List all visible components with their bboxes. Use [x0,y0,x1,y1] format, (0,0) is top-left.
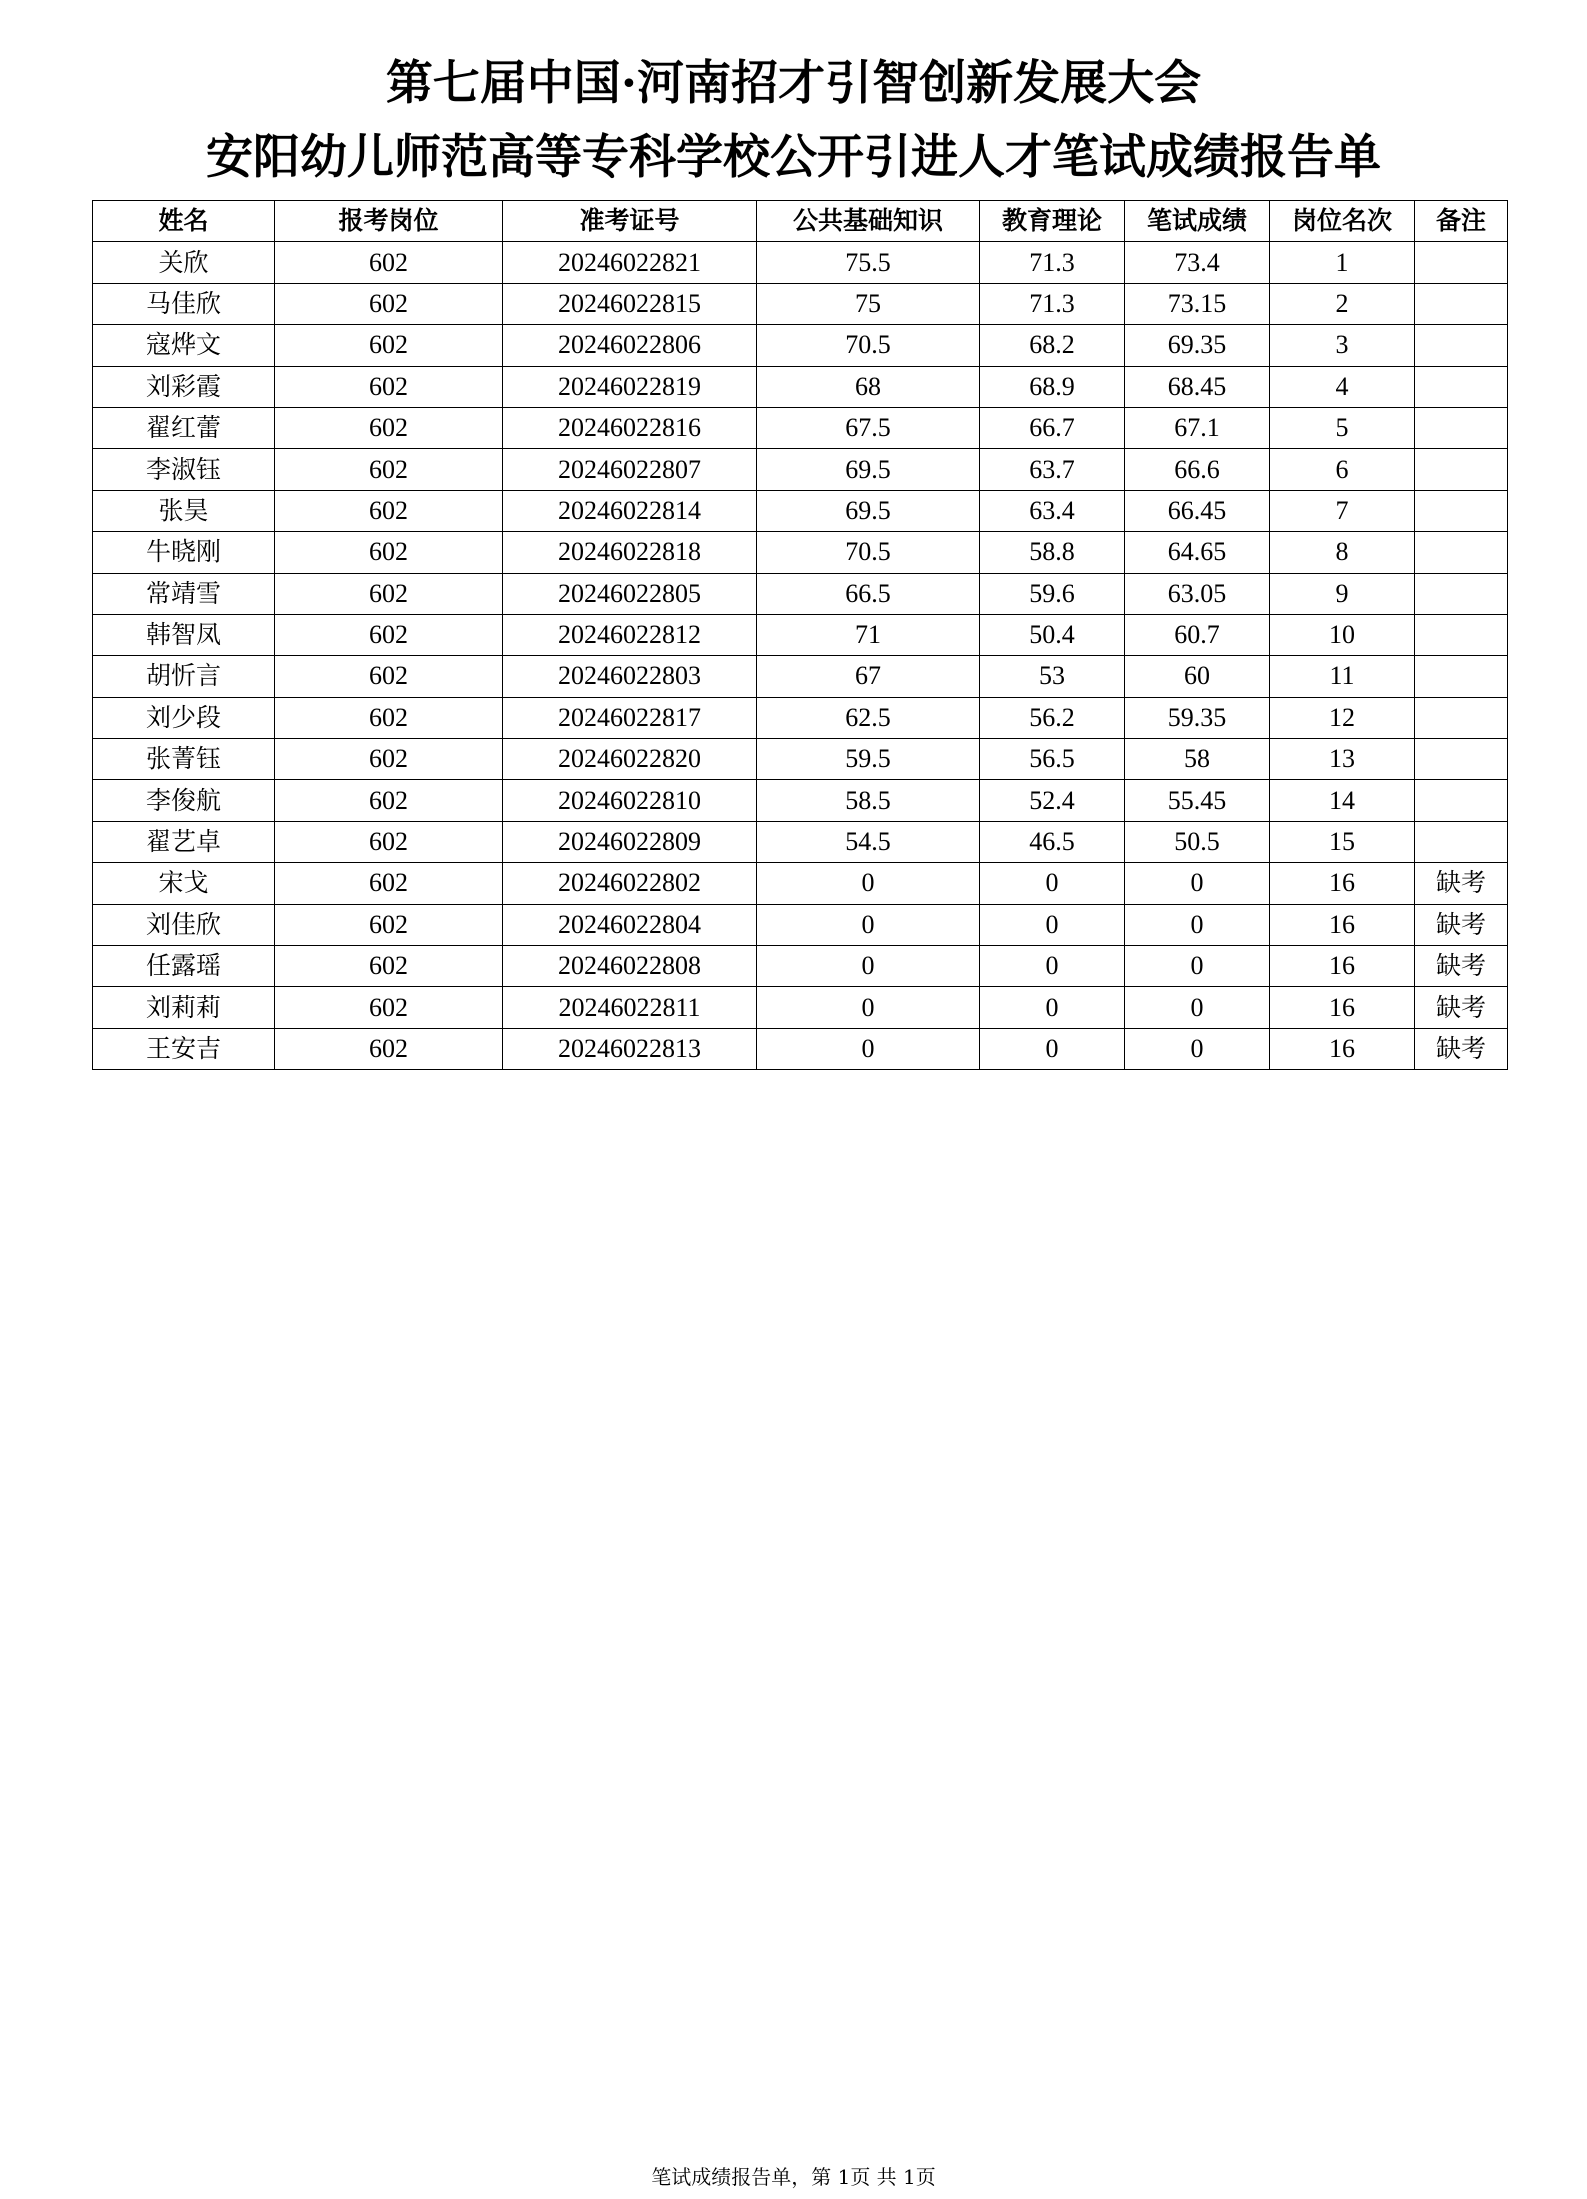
table-row [93,532,1508,573]
cell-written-score: 67.1 [1125,407,1270,448]
score-table [92,200,1508,1070]
cell-general-knowledge: 0 [757,904,980,945]
cell-name: 马佳欣 [93,283,275,324]
cell-position: 602 [275,449,503,490]
cell-ticket-number: 20246022811 [503,987,757,1028]
cell-remark [1415,325,1508,366]
cell-name: 翟艺卓 [93,821,275,862]
cell-position: 602 [275,863,503,904]
cell-remark [1415,739,1508,780]
table-row [93,573,1508,614]
table-row [93,1028,1508,1069]
cell-general-knowledge: 0 [757,863,980,904]
cell-rank: 3 [1270,325,1415,366]
table-row [93,946,1508,987]
cell-name: 寇烨文 [93,325,275,366]
cell-education-theory: 68.2 [980,325,1125,366]
cell-name: 常靖雪 [93,573,275,614]
cell-general-knowledge: 67.5 [757,407,980,448]
cell-remark [1415,366,1508,407]
table-row [93,863,1508,904]
cell-written-score: 0 [1125,946,1270,987]
cell-written-score: 60.7 [1125,614,1270,655]
cell-written-score: 0 [1125,1028,1270,1069]
header-remark: 备注 [1415,201,1508,242]
header-ticket-number: 准考证号 [503,201,757,242]
cell-remark [1415,532,1508,573]
cell-name: 刘莉莉 [93,987,275,1028]
cell-rank: 5 [1270,407,1415,448]
cell-education-theory: 66.7 [980,407,1125,448]
cell-position: 602 [275,904,503,945]
table-row [93,366,1508,407]
table-row [93,449,1508,490]
cell-education-theory: 0 [980,946,1125,987]
table-row [93,242,1508,283]
document-subtitle: 安阳幼儿师范高等专科学校公开引进人才笔试成绩报告单 [206,130,1381,185]
cell-written-score: 55.45 [1125,780,1270,821]
cell-position: 602 [275,697,503,738]
cell-rank: 16 [1270,863,1415,904]
cell-remark [1415,821,1508,862]
cell-rank: 16 [1270,904,1415,945]
cell-education-theory: 53 [980,656,1125,697]
cell-ticket-number: 20246022802 [503,863,757,904]
cell-ticket-number: 20246022820 [503,739,757,780]
cell-general-knowledge: 66.5 [757,573,980,614]
cell-education-theory: 56.2 [980,697,1125,738]
cell-ticket-number: 20246022808 [503,946,757,987]
cell-education-theory: 0 [980,987,1125,1028]
cell-written-score: 59.35 [1125,697,1270,738]
cell-name: 胡忻言 [93,656,275,697]
cell-remark [1415,490,1508,531]
cell-remark: 缺考 [1415,1028,1508,1069]
header-education-theory: 教育理论 [980,201,1125,242]
cell-ticket-number: 20246022806 [503,325,757,366]
table-row [93,614,1508,655]
table-row [93,325,1508,366]
cell-position: 602 [275,366,503,407]
cell-position: 602 [275,325,503,366]
cell-education-theory: 52.4 [980,780,1125,821]
cell-remark: 缺考 [1415,946,1508,987]
cell-ticket-number: 20246022816 [503,407,757,448]
cell-ticket-number: 20246022812 [503,614,757,655]
header-written-score: 笔试成绩 [1125,201,1270,242]
cell-written-score: 0 [1125,904,1270,945]
cell-education-theory: 71.3 [980,283,1125,324]
table-row [93,697,1508,738]
cell-name: 张昊 [93,490,275,531]
cell-ticket-number: 20246022810 [503,780,757,821]
cell-name: 刘彩霞 [93,366,275,407]
cell-education-theory: 58.8 [980,532,1125,573]
cell-written-score: 63.05 [1125,573,1270,614]
cell-general-knowledge: 54.5 [757,821,980,862]
table-body [93,242,1508,1070]
header-position: 报考岗位 [275,201,503,242]
cell-written-score: 0 [1125,987,1270,1028]
table-row [93,987,1508,1028]
cell-position: 602 [275,242,503,283]
header-general-knowledge: 公共基础知识 [757,201,980,242]
cell-remark: 缺考 [1415,987,1508,1028]
cell-rank: 13 [1270,739,1415,780]
cell-education-theory: 63.4 [980,490,1125,531]
cell-rank: 1 [1270,242,1415,283]
cell-remark [1415,656,1508,697]
cell-rank: 9 [1270,573,1415,614]
table-row [93,490,1508,531]
cell-general-knowledge: 0 [757,1028,980,1069]
cell-position: 602 [275,1028,503,1069]
cell-rank: 12 [1270,697,1415,738]
cell-ticket-number: 20246022819 [503,366,757,407]
cell-ticket-number: 20246022807 [503,449,757,490]
cell-rank: 6 [1270,449,1415,490]
cell-general-knowledge: 70.5 [757,532,980,573]
cell-remark [1415,780,1508,821]
cell-position: 602 [275,490,503,531]
cell-remark [1415,407,1508,448]
cell-ticket-number: 20246022813 [503,1028,757,1069]
cell-education-theory: 56.5 [980,739,1125,780]
cell-name: 任露瑶 [93,946,275,987]
cell-remark [1415,697,1508,738]
cell-ticket-number: 20246022818 [503,532,757,573]
cell-remark [1415,242,1508,283]
cell-ticket-number: 20246022805 [503,573,757,614]
cell-name: 翟红蕾 [93,407,275,448]
cell-written-score: 64.65 [1125,532,1270,573]
cell-general-knowledge: 69.5 [757,449,980,490]
cell-education-theory: 71.3 [980,242,1125,283]
cell-rank: 8 [1270,532,1415,573]
cell-rank: 10 [1270,614,1415,655]
table-row [93,780,1508,821]
cell-written-score: 50.5 [1125,821,1270,862]
cell-ticket-number: 20246022803 [503,656,757,697]
cell-written-score: 73.4 [1125,242,1270,283]
cell-position: 602 [275,780,503,821]
cell-rank: 16 [1270,987,1415,1028]
cell-remark: 缺考 [1415,904,1508,945]
table-row [93,904,1508,945]
cell-name: 李俊航 [93,780,275,821]
cell-written-score: 0 [1125,863,1270,904]
cell-education-theory: 63.7 [980,449,1125,490]
cell-name: 刘少段 [93,697,275,738]
cell-written-score: 68.45 [1125,366,1270,407]
cell-ticket-number: 20246022821 [503,242,757,283]
cell-general-knowledge: 0 [757,987,980,1028]
cell-rank: 14 [1270,780,1415,821]
cell-general-knowledge: 67 [757,656,980,697]
cell-name: 韩智凤 [93,614,275,655]
table-row [93,739,1508,780]
cell-written-score: 58 [1125,739,1270,780]
cell-ticket-number: 20246022814 [503,490,757,531]
cell-remark [1415,283,1508,324]
cell-general-knowledge: 0 [757,946,980,987]
cell-education-theory: 46.5 [980,821,1125,862]
cell-education-theory: 0 [980,1028,1125,1069]
header-rank: 岗位名次 [1270,201,1415,242]
cell-position: 602 [275,407,503,448]
cell-written-score: 69.35 [1125,325,1270,366]
table-row [93,656,1508,697]
cell-general-knowledge: 62.5 [757,697,980,738]
cell-position: 602 [275,614,503,655]
cell-name: 宋戈 [93,863,275,904]
cell-rank: 16 [1270,946,1415,987]
cell-general-knowledge: 70.5 [757,325,980,366]
cell-ticket-number: 20246022817 [503,697,757,738]
cell-education-theory: 50.4 [980,614,1125,655]
cell-name: 关欣 [93,242,275,283]
cell-remark: 缺考 [1415,863,1508,904]
header-name: 姓名 [93,201,275,242]
cell-rank: 7 [1270,490,1415,531]
cell-position: 602 [275,656,503,697]
cell-education-theory: 0 [980,863,1125,904]
cell-name: 王安吉 [93,1028,275,1069]
cell-rank: 4 [1270,366,1415,407]
cell-name: 牛晓刚 [93,532,275,573]
cell-remark [1415,614,1508,655]
cell-general-knowledge: 75.5 [757,242,980,283]
table-row [93,283,1508,324]
document-title: 第七届中国·河南招才引智创新发展大会 [385,56,1202,111]
cell-position: 602 [275,946,503,987]
cell-position: 602 [275,283,503,324]
cell-general-knowledge: 68 [757,366,980,407]
table-header-row [93,201,1508,242]
cell-general-knowledge: 71 [757,614,980,655]
cell-name: 李淑钰 [93,449,275,490]
cell-written-score: 60 [1125,656,1270,697]
table-row [93,821,1508,862]
cell-position: 602 [275,739,503,780]
cell-education-theory: 0 [980,904,1125,945]
cell-name: 刘佳欣 [93,904,275,945]
cell-general-knowledge: 58.5 [757,780,980,821]
cell-position: 602 [275,821,503,862]
cell-ticket-number: 20246022804 [503,904,757,945]
cell-rank: 16 [1270,1028,1415,1069]
cell-rank: 11 [1270,656,1415,697]
cell-position: 602 [275,532,503,573]
cell-rank: 15 [1270,821,1415,862]
cell-remark [1415,449,1508,490]
cell-general-knowledge: 69.5 [757,490,980,531]
cell-education-theory: 68.9 [980,366,1125,407]
cell-general-knowledge: 59.5 [757,739,980,780]
cell-written-score: 73.15 [1125,283,1270,324]
cell-ticket-number: 20246022809 [503,821,757,862]
cell-position: 602 [275,987,503,1028]
cell-ticket-number: 20246022815 [503,283,757,324]
cell-written-score: 66.45 [1125,490,1270,531]
cell-rank: 2 [1270,283,1415,324]
cell-remark [1415,573,1508,614]
table-row [93,407,1508,448]
cell-name: 张菁钰 [93,739,275,780]
cell-education-theory: 59.6 [980,573,1125,614]
page-footer: 笔试成绩报告单，第 1页 共 1页 [651,2165,936,2189]
cell-written-score: 66.6 [1125,449,1270,490]
cell-general-knowledge: 75 [757,283,980,324]
cell-position: 602 [275,573,503,614]
